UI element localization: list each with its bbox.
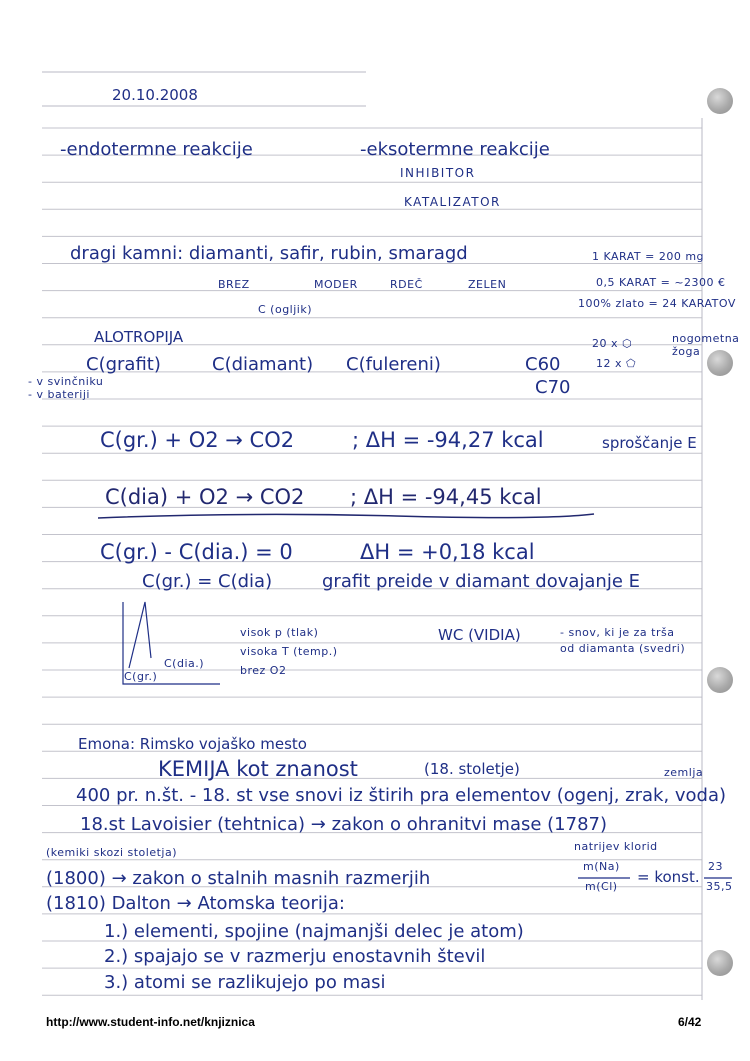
hexagon-count: 20 x ⬡ bbox=[592, 337, 633, 350]
condition-temperature: visoka T (temp.) bbox=[240, 645, 338, 658]
wc-note-2: od diamanta (svedri) bbox=[560, 642, 686, 655]
football-note: nogometna žoga bbox=[672, 332, 740, 358]
diamant: C(diamant) bbox=[212, 354, 314, 375]
graph-diamond-label: C(dia.) bbox=[164, 657, 205, 670]
gem-color-brez: BREZ bbox=[218, 278, 250, 291]
history-line-5: (1810) Dalton → Atomska teorija: bbox=[46, 893, 345, 914]
alotropija-title: ALOTROPIJA bbox=[94, 328, 184, 346]
emona-note: Emona: Rimsko vojaško mesto bbox=[78, 735, 307, 753]
date: 20.10.2008 bbox=[112, 86, 198, 104]
wc-label: WC (VIDIA) bbox=[438, 626, 521, 644]
wc-note-1: - snov, ki je za trša bbox=[560, 626, 675, 639]
kemija-title: KEMIJA kot znanost bbox=[158, 757, 358, 781]
dalton-point-1: 1.) elementi, spojine (najmanjši delec je atom) bbox=[104, 921, 524, 942]
fraction-denominator: m(Cl) bbox=[585, 880, 618, 893]
grafit-use-2: - v bateriji bbox=[28, 388, 90, 401]
equation-graphite: C(gr.) + O2 → CO2 bbox=[100, 428, 295, 452]
graphite-to-diamond: grafit preide v diamant dovajanje E bbox=[322, 571, 641, 592]
grafit: C(grafit) bbox=[86, 354, 161, 375]
c70: C70 bbox=[535, 377, 571, 398]
condition-pressure: visok p (tlak) bbox=[240, 626, 319, 639]
gold-karat: 100% zlato = 24 KARATOV bbox=[578, 297, 736, 310]
pentagon-count: 12 x ⬠ bbox=[596, 357, 637, 370]
history-line-4: (1800) → zakon o stalnih masnih razmerjih bbox=[46, 868, 431, 889]
equation-diamond-dh: ; ΔH = -94,45 kcal bbox=[350, 485, 542, 509]
sodium-chloride-note: natrijev klorid bbox=[574, 840, 658, 853]
gem-color-rdec: RDEČ bbox=[390, 278, 423, 291]
punch-hole bbox=[707, 88, 733, 114]
dalton-point-2: 2.) spajajo se v razmerju enostavnih števil bbox=[104, 946, 486, 967]
equation-underline bbox=[96, 510, 596, 522]
dalton-point-3: 3.) atomi se razlikujejo po masi bbox=[104, 972, 386, 993]
energy-release-note: sproščanje E bbox=[602, 434, 697, 452]
equation-difference: C(gr.) - C(dia.) = 0 bbox=[100, 540, 293, 564]
konst-label: = konst. bbox=[637, 868, 700, 886]
value-denominator: 35,5 bbox=[706, 880, 733, 893]
c60: C60 bbox=[525, 354, 561, 375]
history-line-1: 400 pr. n.št. - 18. st vse snovi iz štirih pra elementov (ogenj, zrak, voda) bbox=[76, 785, 727, 806]
katalizator: KATALIZATOR bbox=[404, 195, 501, 209]
equation-equal: C(gr.) = C(dia) bbox=[142, 571, 273, 592]
fraction-numerator: m(Na) bbox=[583, 860, 620, 873]
equation-diamond: C(dia) + O2 → CO2 bbox=[105, 485, 305, 509]
punch-hole bbox=[707, 667, 733, 693]
earth-super: zemlja bbox=[664, 766, 704, 779]
endothermic-reactions: -endotermne reakcije bbox=[60, 139, 253, 160]
graph-graphite-label: C(gr.) bbox=[124, 670, 158, 683]
punch-hole bbox=[707, 950, 733, 976]
gem-color-zelen: ZELEN bbox=[468, 278, 507, 291]
exothermic-reactions: -eksotermne reakcije bbox=[360, 139, 550, 160]
value-numerator: 23 bbox=[708, 860, 723, 873]
gem-color-moder: MODER bbox=[314, 278, 358, 291]
equation-difference-dh: ΔH = +0,18 kcal bbox=[360, 540, 535, 564]
history-line-2: 18.st Lavoisier (tehtnica) → zakon o ohranitvi mase (1787) bbox=[80, 814, 608, 835]
inhibitor: INHIBITOR bbox=[400, 166, 476, 180]
karat-2: 0,5 KARAT = ~2300 € bbox=[596, 276, 726, 289]
carbon-label: C (ogljik) bbox=[258, 303, 313, 316]
grafit-use-1: - v svinčniku bbox=[28, 375, 104, 388]
gems-line: dragi kamni: diamanti, safir, rubin, smaragd bbox=[70, 243, 468, 264]
equation-graphite-dh: ; ΔH = -94,27 kcal bbox=[352, 428, 544, 452]
history-line-3: (kemiki skozi stoletja) bbox=[46, 846, 177, 859]
fulereni: C(fulereni) bbox=[346, 354, 441, 375]
kemija-century: (18. stoletje) bbox=[424, 760, 520, 778]
karat-1: 1 KARAT = 200 mg bbox=[592, 250, 705, 263]
footer-url[interactable]: http://www.student-info.net/knjiznica bbox=[46, 1015, 255, 1029]
page-number: 6/42 bbox=[678, 1015, 702, 1029]
condition-no-oxygen: brez O2 bbox=[240, 664, 287, 677]
